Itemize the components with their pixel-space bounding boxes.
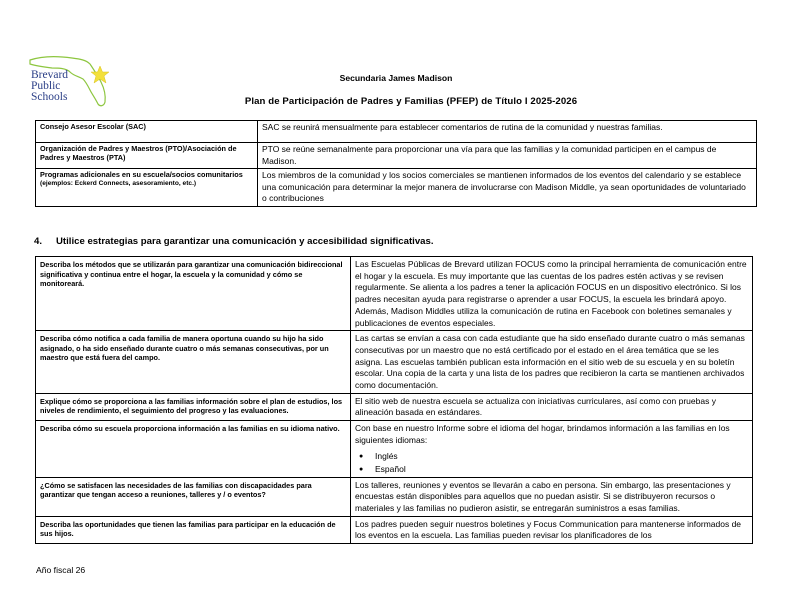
question-cell: Describa cómo notifica a cada familia de manera oportuna cuando su hijo ha sido asignado, o ha sido enseñado durante cuatro o más semanas consecutivas, por un maestro que está fuera del campo. <box>36 331 351 394</box>
answer-text: Con base en nuestro Informe sobre el idioma del hogar, brindamos información a las familias en los siguientes idiomas: <box>355 423 730 445</box>
answer-cell: Las Escuelas Públicas de Brevard utilizan FOCUS como la principal herramienta de comunicación entre el hogar y la escuela. Es muy importante que las cuentas de los padres estén activas y se revisen regularmente. Se alienta a los padres a tener la aplicación FOCUS en un dispositivo electrónico. Si los padres necesitan ayuda para registrarse o aprender a usar FOCUS, la escuela les brindará apoyo. Además, Madison Middles utiliza la comunicación de rutina en Facebook con boletines semanales y publicaciones de eventos especiales. <box>351 257 753 331</box>
table-row <box>36 477 753 516</box>
section-number: 4. <box>34 236 43 247</box>
answer-cell <box>351 421 753 477</box>
table-row <box>36 421 753 477</box>
plan-title: Plan de Participación de Padres y Familias (PFEP) de Título I 2025-2026 <box>244 96 578 107</box>
table-row <box>36 393 753 420</box>
question-cell: Describa cómo su escuela proporciona información a las familias en su idioma nativo. <box>36 421 351 477</box>
answer-cell: Las cartas se envían a casa con cada estudiante que ha sido enseñado durante cuatro o más semanas consecutivas por un maestro que no está certificado por el estado en el área temática que se les asigna. Las escuelas también publican esta información en el sitio web de su escuela y en su boletín escolar. Una copia de la carta y una lista de los padres que recibieron la carta se mantienen archivados como documentación. <box>351 331 753 394</box>
answer-cell: El sitio web de nuestra escuela se actualiza con iniciativas curriculares, así como con pruebas y alineación basada en estándares. <box>351 393 753 420</box>
question-cell: ¿Cómo se satisfacen las necesidades de las familias con discapacidades para garantizar que tengan acceso a reuniones, talleres y / o eventos? <box>36 477 351 516</box>
answer-cell: Los padres pueden seguir nuestros boletines y Focus Communication para mantenerse informados de los eventos en la escuela. Las familias pueden revisar los planificadores de los <box>351 516 753 543</box>
answer-cell: Los talleres, reuniones y eventos se llevarán a cabo en persona. Sin embargo, las presentaciones y encuestas están disponibles para aquellos que no puedan asistir. Si se distribuyeron recursos o materiales y las familias no pudieron asistir, se entregarán suministros a esas familias. <box>351 477 753 516</box>
row-label-main: Programas adicionales en su escuela/socios comunitarios <box>40 170 243 179</box>
table-row <box>36 331 753 394</box>
table-row <box>36 143 757 169</box>
list-item: ● Español <box>355 463 748 476</box>
table-row <box>36 257 753 331</box>
row-label-example: (ejemplos: Eckerd Connects, asesoramiento, etc.) <box>40 180 197 187</box>
fiscal-year-footer: Año fiscal 26 <box>36 565 86 575</box>
organizations-table <box>35 120 757 207</box>
logo-wordmark: Brevard Public Schools <box>31 69 69 103</box>
row-label: Consejo Asesor Escolar (SAC) <box>36 121 258 143</box>
communication-table <box>35 256 753 544</box>
list-item: ● Inglés <box>355 450 748 463</box>
row-label <box>36 169 258 207</box>
school-name: Secundaria James Madison <box>339 73 453 83</box>
row-text: SAC se reunirá mensualmente para establecer comentarios de rutina de la comunidad y nuestras familias. <box>258 121 757 143</box>
section-heading <box>34 236 434 247</box>
section-title: Utilice estrategias para garantizar una comunicación y accesibilidad significativas. <box>56 236 434 247</box>
question-cell: Explique cómo se proporciona a las familias información sobre el plan de estudios, los niveles de rendimiento, el seguimiento del progreso y las evaluaciones. <box>36 393 351 420</box>
row-label: Organización de Padres y Maestros (PTO)/Asociación de Padres y Maestros (PTA) <box>36 143 258 169</box>
row-text: PTO se reúne semanalmente para proporcionar una vía para que las familias y la comunidad participen en el campus de Madison. <box>258 143 757 169</box>
table-row <box>36 516 753 543</box>
row-text: Los miembros de la comunidad y los socios comerciales se mantienen informados de los eventos del calendario y se establece una comunicación para determinar la mejor manera de involucrarse con Madison Middle, ya sean oportunidades de voluntariado o contribuciones <box>258 169 757 207</box>
table-row <box>36 121 757 143</box>
language-list <box>355 450 748 476</box>
table-row <box>36 169 757 207</box>
question-cell: Describa los métodos que se utilizarán para garantizar una comunicación bidireccional significativa y continua entre el hogar, la escuela y la comunidad y cómo se monitoreará. <box>36 257 351 331</box>
question-cell: Describa las oportunidades que tienen las familias para participar en la educación de sus hijos. <box>36 516 351 543</box>
